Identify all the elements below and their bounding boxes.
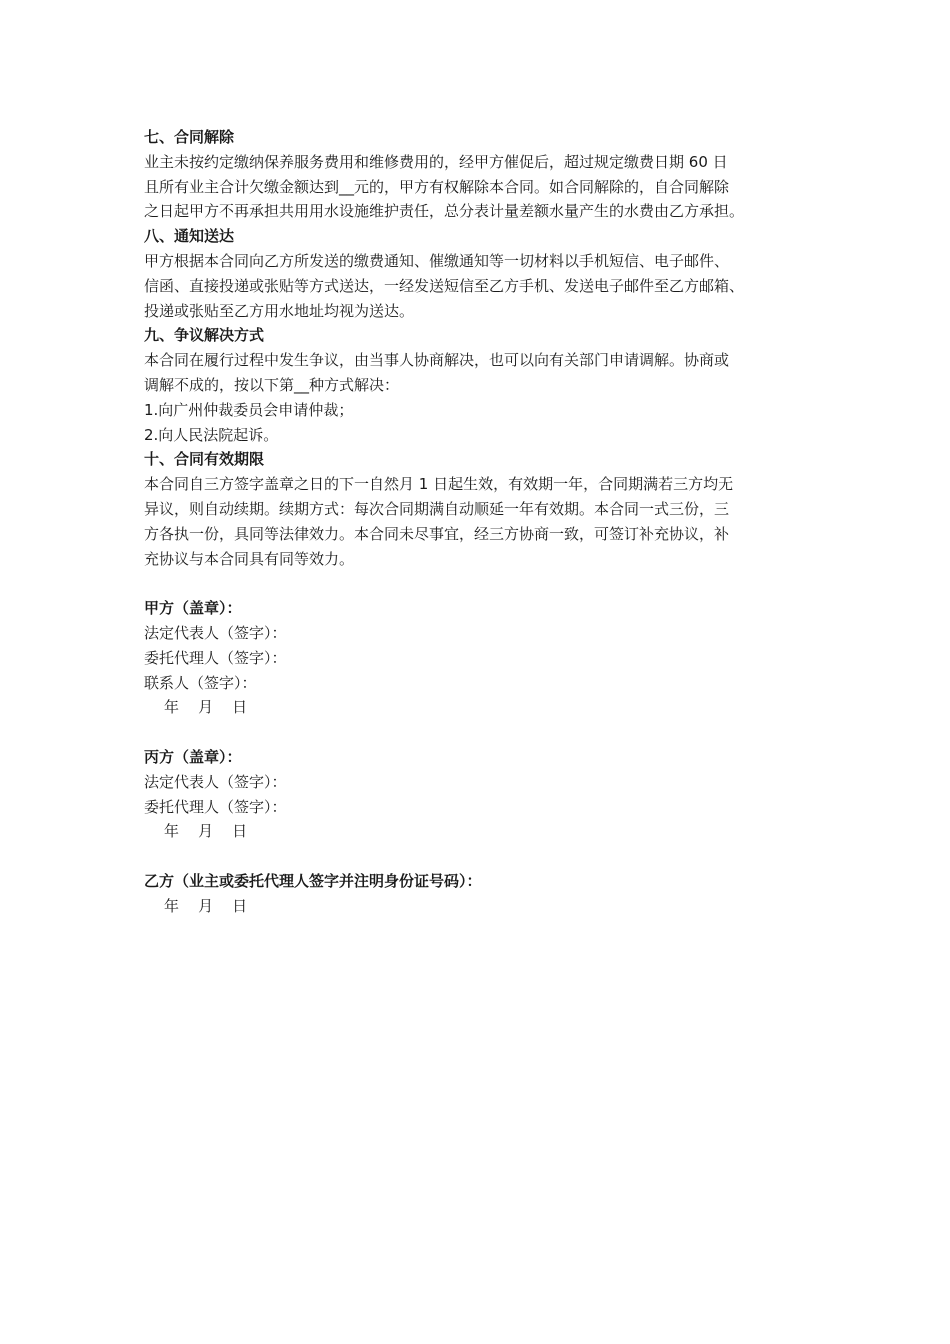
contract-page: [144, 125, 814, 919]
party-a-legal-rep: 法定代表人（签字）：: [144, 623, 287, 642]
section-9-line: 调解不成的，按以下第__种方式解决：: [144, 375, 400, 394]
section-9-heading: 九、争议解决方式: [144, 326, 265, 345]
party-a-date: 年 月 日: [164, 698, 248, 717]
party-c-legal-rep: 法定代表人（签字）：: [144, 772, 287, 791]
section-8-line: 信函、直接投递或张贴等方式送达，一经发送短信至乙方手机、发送电子邮件至乙方邮箱、: [144, 276, 745, 295]
section-7-line: 且所有业主合计欠缴金额达到__元的，甲方有权解除本合同。如合同解除的，自合同解除: [144, 177, 730, 196]
section-7-line: 之日起甲方不再承担共用用水设施维护责任，总分表计量差额水量产生的水费由乙方承担。: [144, 202, 745, 221]
section-8-line: 甲方根据本合同向乙方所发送的缴费通知、催缴通知等一切材料以手机短信、电子邮件、: [144, 251, 730, 270]
section-10-line: 本合同自三方签字盖章之日的下一自然月 1 日起生效，有效期一年，合同期满若三方均无: [144, 475, 734, 494]
spacer: [144, 720, 814, 745]
section-10-line: 充协议与本合同具有同等效力。: [144, 549, 355, 568]
party-a-agent: 委托代理人（签字）：: [144, 648, 287, 667]
party-c-heading: 丙方（盖章）：: [144, 747, 242, 766]
section-10-line: 方各执一份，具同等法律效力。本合同未尽事宜，经三方协商一致，可签订补充协议，补: [144, 524, 730, 543]
spacer: [144, 571, 814, 596]
party-a-contact: 联系人（签字）：: [144, 673, 257, 692]
section-8-line: 投递或张贴至乙方用水地址均视为送达。: [144, 301, 415, 320]
section-7-heading: 七、合同解除: [144, 128, 235, 146]
party-b-heading: 乙方（业主或委托代理人签字并注明身份证号码）：: [144, 871, 482, 890]
party-b-date: 年 月 日: [164, 896, 248, 915]
section-9-line: 本合同在履行过程中发生争议，由当事人协商解决，也可以向有关部门申请调解。协商或: [144, 351, 730, 370]
spacer: [144, 844, 814, 869]
section-10-line: 异议，则自动续期。续期方式：每次合同期满自动顺延一年有效期。本合同一式三份，三: [144, 499, 730, 518]
section-8-heading: 八、通知送达: [144, 227, 235, 246]
section-7-line: 业主未按约定缴纳保养服务费用和维修费用的，经甲方催促后，超过规定缴费日期 60 日: [144, 152, 728, 171]
party-c-agent: 委托代理人（签字）：: [144, 797, 287, 816]
section-10-heading: 十、合同有效期限: [144, 450, 265, 469]
section-9-option: 2.向人民法院起诉。: [144, 425, 279, 444]
party-a-heading: 甲方（盖章）：: [144, 599, 242, 618]
section-9-option: 1.向广州仲裁委员会申请仲裁；: [144, 400, 354, 419]
party-c-date: 年 月 日: [164, 822, 248, 841]
